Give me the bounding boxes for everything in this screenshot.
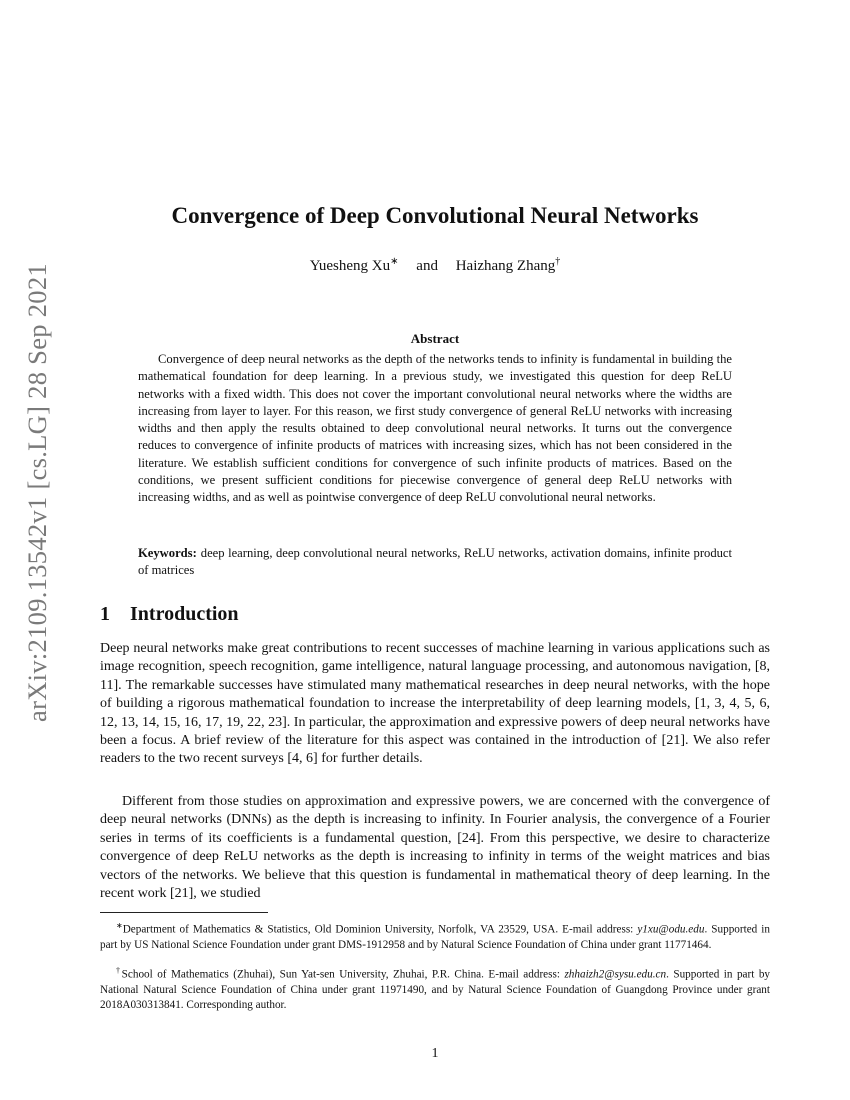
author-2: Haizhang Zhang <box>455 258 556 274</box>
author-1: Yuesheng Xu <box>309 258 391 274</box>
footnote-1-text: Department of Mathematics & Statistics, Old Dominion University, Norfolk, VA 23529, USA. E-mail address: <box>122 923 638 936</box>
author-1-footnote-mark: ∗ <box>390 256 399 267</box>
paper-title: Convergence of Deep Convolutional Neural Networks <box>171 203 699 228</box>
intro-paragraph-1: Deep neural networks make great contributions to recent successes of machine learning in various applications such as image recognition, speech recognition, game intelligence, natural language processing, and autonomous navigation, [8, 11]. The remarkable successes have stimulated many mathematical researches in deep neural networks, with the hope of building a rigorous mathematical foundation to increase the interpretability of deep learning models, [1, 3, 4, 5, 6, 12, 13, 14, 15, 16, 17, 19, 22, 23]. In particular, the approximation and expressive powers of deep neural networks have been a focus. A brief review of the literature for this aspect was contained in the introduction of [21]. We also refer readers to the two recent surveys [4, 6] for further details. <box>100 641 770 767</box>
page-number: 1 <box>431 1046 439 1061</box>
author-2-footnote-mark: † <box>555 256 561 267</box>
footnote-1-funding: . Supported in part by US National Science Foundation under grant DMS-1912958 and by Natural Science Foundation of China under grant 11771464. <box>100 923 770 952</box>
footnote-2-text: School of Mathematics (Zhuhai), Sun Yat-sen University, Zhuhai, P.R. China. E-mail address: <box>121 968 565 981</box>
footnote-2-mark: † <box>116 966 122 975</box>
section-title: Introduction <box>130 603 239 625</box>
footnote-2-email[interactable]: zhhaizh2@sysu.edu.cn <box>564 968 667 981</box>
keywords-label: Keywords: <box>138 546 197 560</box>
intro-paragraph-2: Different from those studies on approximation and expressive powers, we are concerned with the convergence of deep neural networks (DNNs) as the depth is increasing to infinity. In Fourier analysis, the convergence of a Fourier series in terms of its coefficients is a fundamental question, [24]. From this perspective, we desire to characterize convergence of deep ReLU networks as the depth is increasing to infinity in terms of the weight matrices and bias vectors of the networks. We believe that this question is fundamental in mathematical theory of deep learning. In the recent work [21], we studied <box>100 794 770 902</box>
arxiv-side-stamp <box>8 265 66 720</box>
section-heading <box>100 603 239 626</box>
keywords-text: deep learning, deep convolutional neural networks, ReLU networks, activation domains, infinite product of matrices <box>138 546 732 578</box>
abstract-heading: Abstract <box>410 331 460 346</box>
keywords <box>138 545 732 580</box>
footnote-1-email[interactable]: y1xu@odu.edu <box>637 923 705 936</box>
footnote-2-funding: . Supported in part by National Natural Science Foundation of China under grant 11971490, and by Natural Science Foundation of Guangdong Province under grant 2018A030313841. Corresponding author. <box>100 968 771 1012</box>
footnote-1 <box>100 918 770 953</box>
section-number: 1 <box>100 603 110 625</box>
abstract-text: Convergence of deep neural networks as the depth of the networks tends to infinity is fundamental in building the mathematical foundation for deep learning. In a previous study, we investigated this question for deep ReLU networks with a fixed width. This does not cover the important convolutional neural networks where the widths are increasing from layer to layer. For this reason, we first study convergence of general ReLU networks with increasing widths and then apply the results obtained to deep convolutional neural networks. It turns out the convergence reduces to convergence of infinite products of matrices with increasing sizes, which has not been considered in the literature. We establish sufficient conditions for convergence of such infinite products of matrices. Based on the conditions, we present sufficient conditions for piecewise convergence of general deep ReLU networks with increasing widths, and as well as pointwise convergence of deep ReLU convolutional neural networks. <box>138 352 732 505</box>
author-conjunction: and <box>416 258 438 274</box>
footnote-divider <box>100 912 268 913</box>
footnote-2 <box>100 963 770 1014</box>
author-line <box>100 256 770 275</box>
footnote-1-mark: ∗ <box>116 921 123 930</box>
arxiv-identifier: arXiv:2109.13542v1 [cs.LG] 28 Sep 2021 <box>21 263 52 722</box>
